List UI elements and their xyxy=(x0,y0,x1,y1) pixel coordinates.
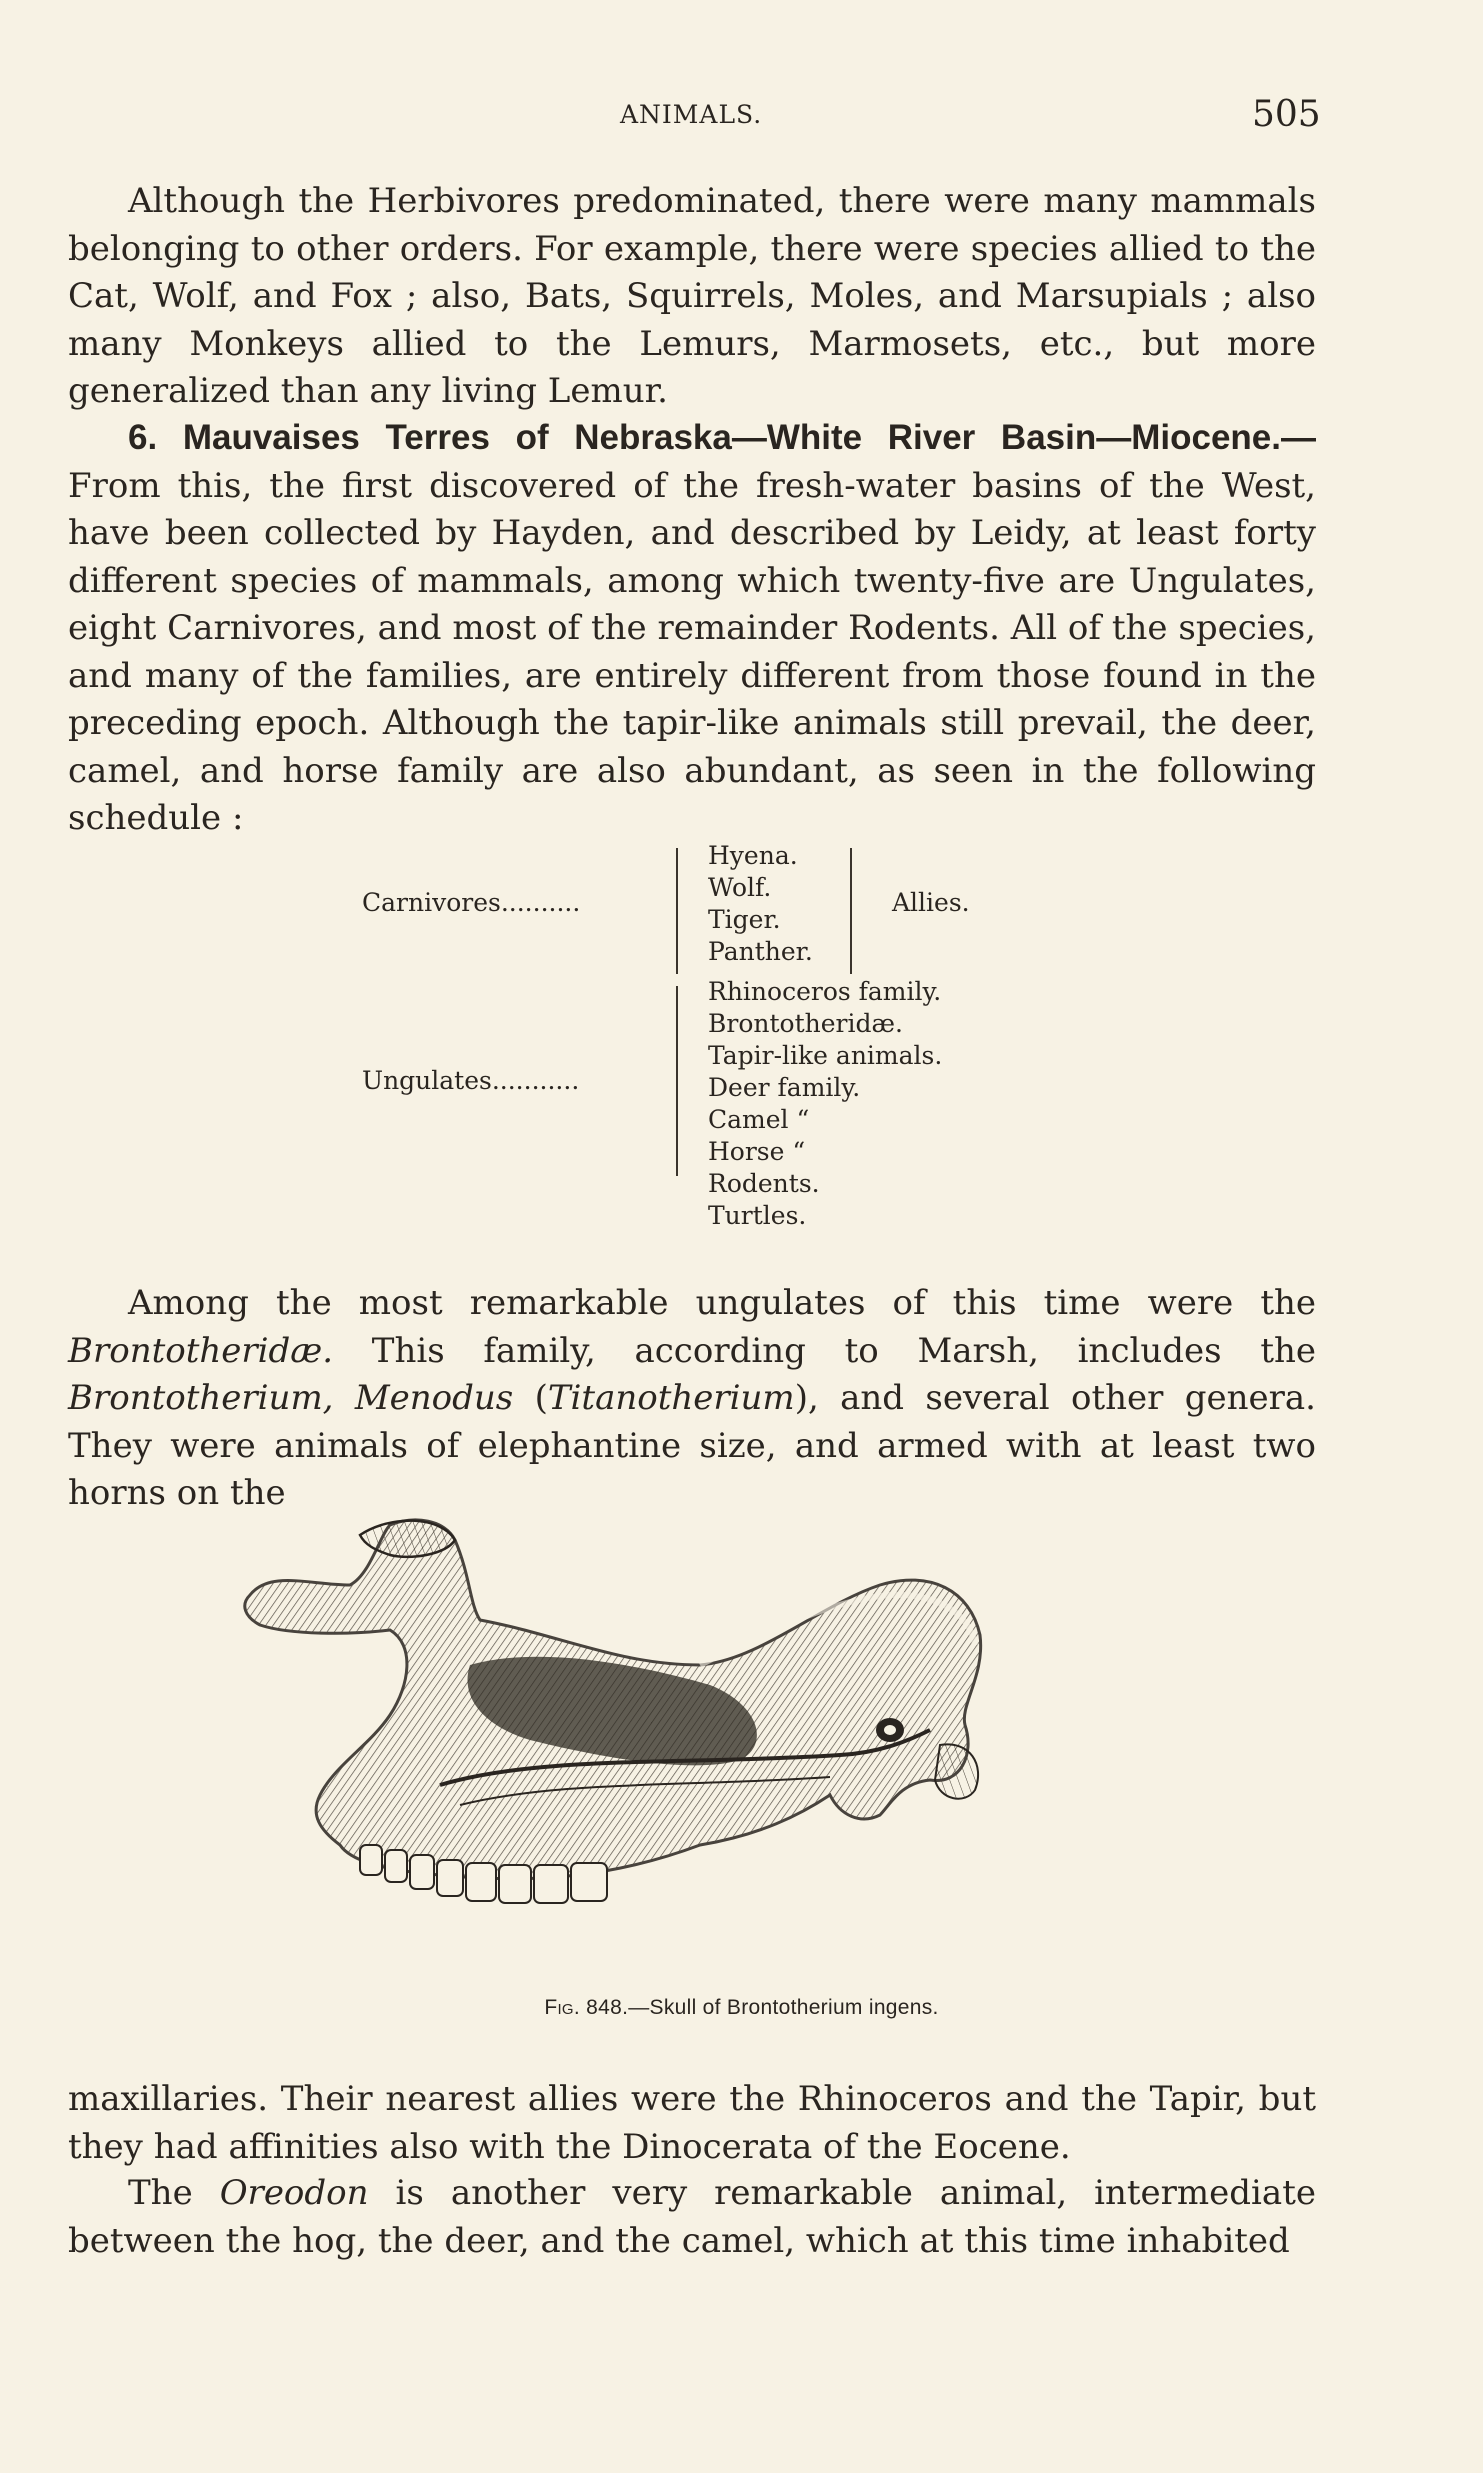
caption-prefix: Fig. xyxy=(544,1996,581,2019)
paragraph-oreodon xyxy=(68,2170,1316,2265)
text-run: This family, according to Marsh, includes the xyxy=(333,1330,1316,1371)
ungulate-item: Camel “ xyxy=(708,1105,810,1134)
allies-bracket xyxy=(850,848,852,974)
ungulate-item: Rhinoceros family. xyxy=(708,977,942,1006)
figure-skull xyxy=(240,1515,1140,1985)
running-head xyxy=(0,94,1483,134)
paragraph-maxillaries-text: maxillaries. Their nearest allies were the Rhinoceros and the Tapir, but they had affinities also with the Dinocerata of the Eocene. xyxy=(68,2079,1316,2167)
text-run: The xyxy=(128,2173,220,2213)
taxon-name: Brontotherium, xyxy=(68,1378,334,1418)
paragraph-herbivores-text: Although the Herbivores predominated, there were many mammals belonging to other orders. For example, there were species allied to the Cat, Wolf, and Fox ; also, Bats, Squirrels, Moles, and Marsupials ; also many Monkeys allied to the Lemurs, Marmosets, etc., but more generalized than any living Lemur. xyxy=(68,181,1316,411)
skull-illustration xyxy=(240,1515,1140,1985)
ungulates-list xyxy=(708,976,942,1232)
section-heading: 6. Mauvaises Terres of Nebraska—White River Basin—Miocene.— xyxy=(128,418,1316,457)
allies-label: Allies. xyxy=(892,888,970,917)
taxon-name: Titanotherium xyxy=(547,1378,795,1418)
carnivores-list xyxy=(708,840,813,968)
text-run: ( xyxy=(513,1378,548,1418)
ungulates-brace xyxy=(676,986,678,1176)
ungulate-item: Deer family. xyxy=(708,1073,861,1102)
text-run xyxy=(334,1378,355,1418)
ungulate-item: Brontotheridæ. xyxy=(708,1009,903,1038)
carnivore-item: Panther. xyxy=(708,937,813,966)
ungulates-label: Ungulates........... xyxy=(362,1066,580,1095)
fauna-schedule xyxy=(0,840,1483,1240)
section-6-text: From this, the first discovered of the fresh-water basins of the West, have been collected by Hayden, and described by Leidy, at least forty different species of mammals, among which twenty-five are Ungulates, eight Carnivores, and most of the remainder Rodents. All of the species, and many of the families, are entirely different from those found in the preceding epoch. Although the tapir-like animals still prevail, the deer, camel, and horse family are also abundant, as seen in the following schedule : xyxy=(68,465,1316,838)
running-title: ANIMALS. xyxy=(620,100,763,129)
paragraph-maxillaries xyxy=(68,2076,1316,2171)
page-number: 505 xyxy=(1252,94,1321,135)
paragraph-section-6 xyxy=(68,414,1316,843)
carnivores-brace xyxy=(676,848,678,974)
carnivores-label: Carnivores.......... xyxy=(362,888,581,917)
taxon-name: Menodus xyxy=(354,1378,514,1418)
text-run: is another very remarkable animal, intermediate between the hog, the deer, and the camel, which at this time inhabited xyxy=(68,2173,1316,2261)
text-run: ), and several other genera. They were animals of elephantine size, and armed with at least two horns on the xyxy=(68,1378,1316,1513)
text-run: Among the most remarkable ungulates of this time were the xyxy=(128,1283,1316,1323)
other-item: Rodents. xyxy=(708,1169,820,1198)
figure-caption xyxy=(0,1996,1483,2020)
carnivore-item: Tiger. xyxy=(708,905,781,934)
taxon-name: Brontotheridæ. xyxy=(68,1330,334,1371)
paragraph-herbivores xyxy=(68,178,1316,416)
ungulate-item: Horse “ xyxy=(708,1137,806,1166)
other-item: Turtles. xyxy=(708,1201,807,1230)
caption-text: 848.—Skull of Brontotherium ingens. xyxy=(580,1996,939,2019)
paragraph-brontotheridae xyxy=(68,1280,1316,1518)
ungulate-item: Tapir-like animals. xyxy=(708,1041,943,1070)
carnivore-item: Wolf. xyxy=(708,873,772,902)
carnivore-item: Hyena. xyxy=(708,841,798,870)
taxon-name: Oreodon xyxy=(219,2173,369,2213)
